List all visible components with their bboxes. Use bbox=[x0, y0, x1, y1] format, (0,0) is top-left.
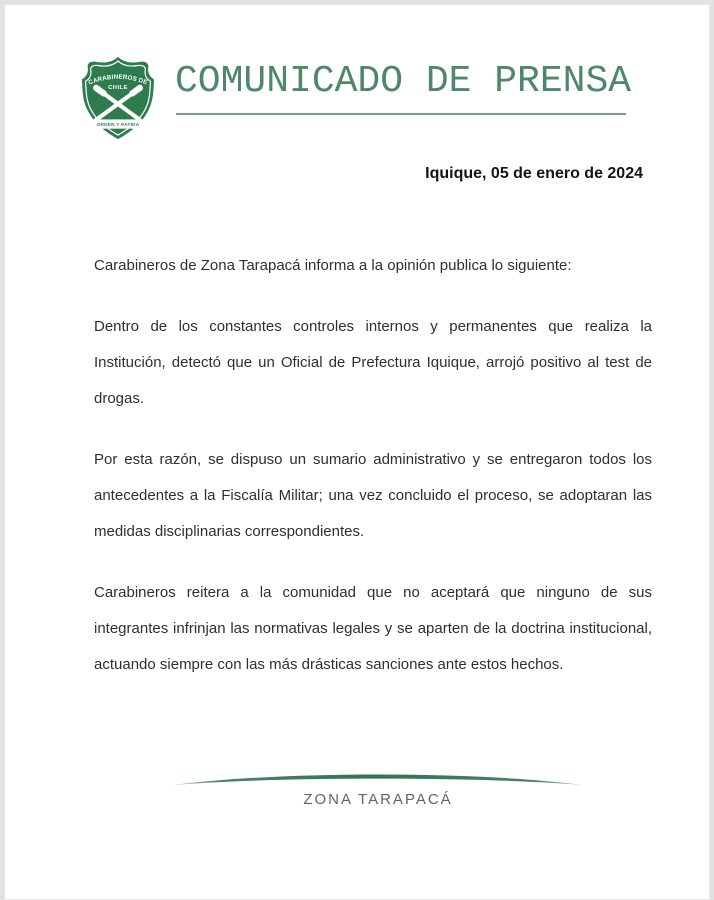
paragraph-measures: Por esta razón, se dispuso un sumario administrativo y se entregaron todos los antecedentes a la Fiscalía Militar; una vez concluido el proceso, se adoptaran las medidas disciplinarias correspondientes. bbox=[94, 451, 652, 540]
body-text bbox=[94, 248, 652, 708]
paragraph-intro: Carabineros de Zona Tarapacá informa a la opinión publica lo siguiente: bbox=[94, 257, 572, 274]
paragraph-closing: Carabineros reitera a la comunidad que no aceptará que ninguno de sus integrantes infrinjan las normativas legales y se aparten de la doctrina institucional, actuando siempre con las más drásticas sanciones ante estos hechos. bbox=[94, 584, 652, 673]
page-title: COMUNICADO DE PRENSA bbox=[175, 60, 632, 103]
logo-center-text: CHILE bbox=[108, 84, 128, 91]
banner-text: ORDEN Y PATRIA bbox=[96, 122, 140, 128]
banner-ribbon bbox=[84, 118, 153, 129]
document-page bbox=[4, 4, 710, 900]
paragraph-detection: Dentro de los constantes controles internos y permanentes que realiza la Institución, detectó que un Oficial de Prefectura Iquique, arrojó positivo al test de drogas. bbox=[94, 318, 652, 407]
title-underline bbox=[176, 113, 626, 115]
dateline: Iquique, 05 de enero de 2024 bbox=[425, 165, 643, 182]
footer-zone-label: ZONA TARAPACÁ bbox=[303, 791, 453, 808]
logo-arc-text: CARABINEROS DE bbox=[87, 73, 149, 87]
footer-swoosh-line bbox=[172, 770, 584, 788]
carabineros-badge-logo bbox=[76, 54, 160, 142]
